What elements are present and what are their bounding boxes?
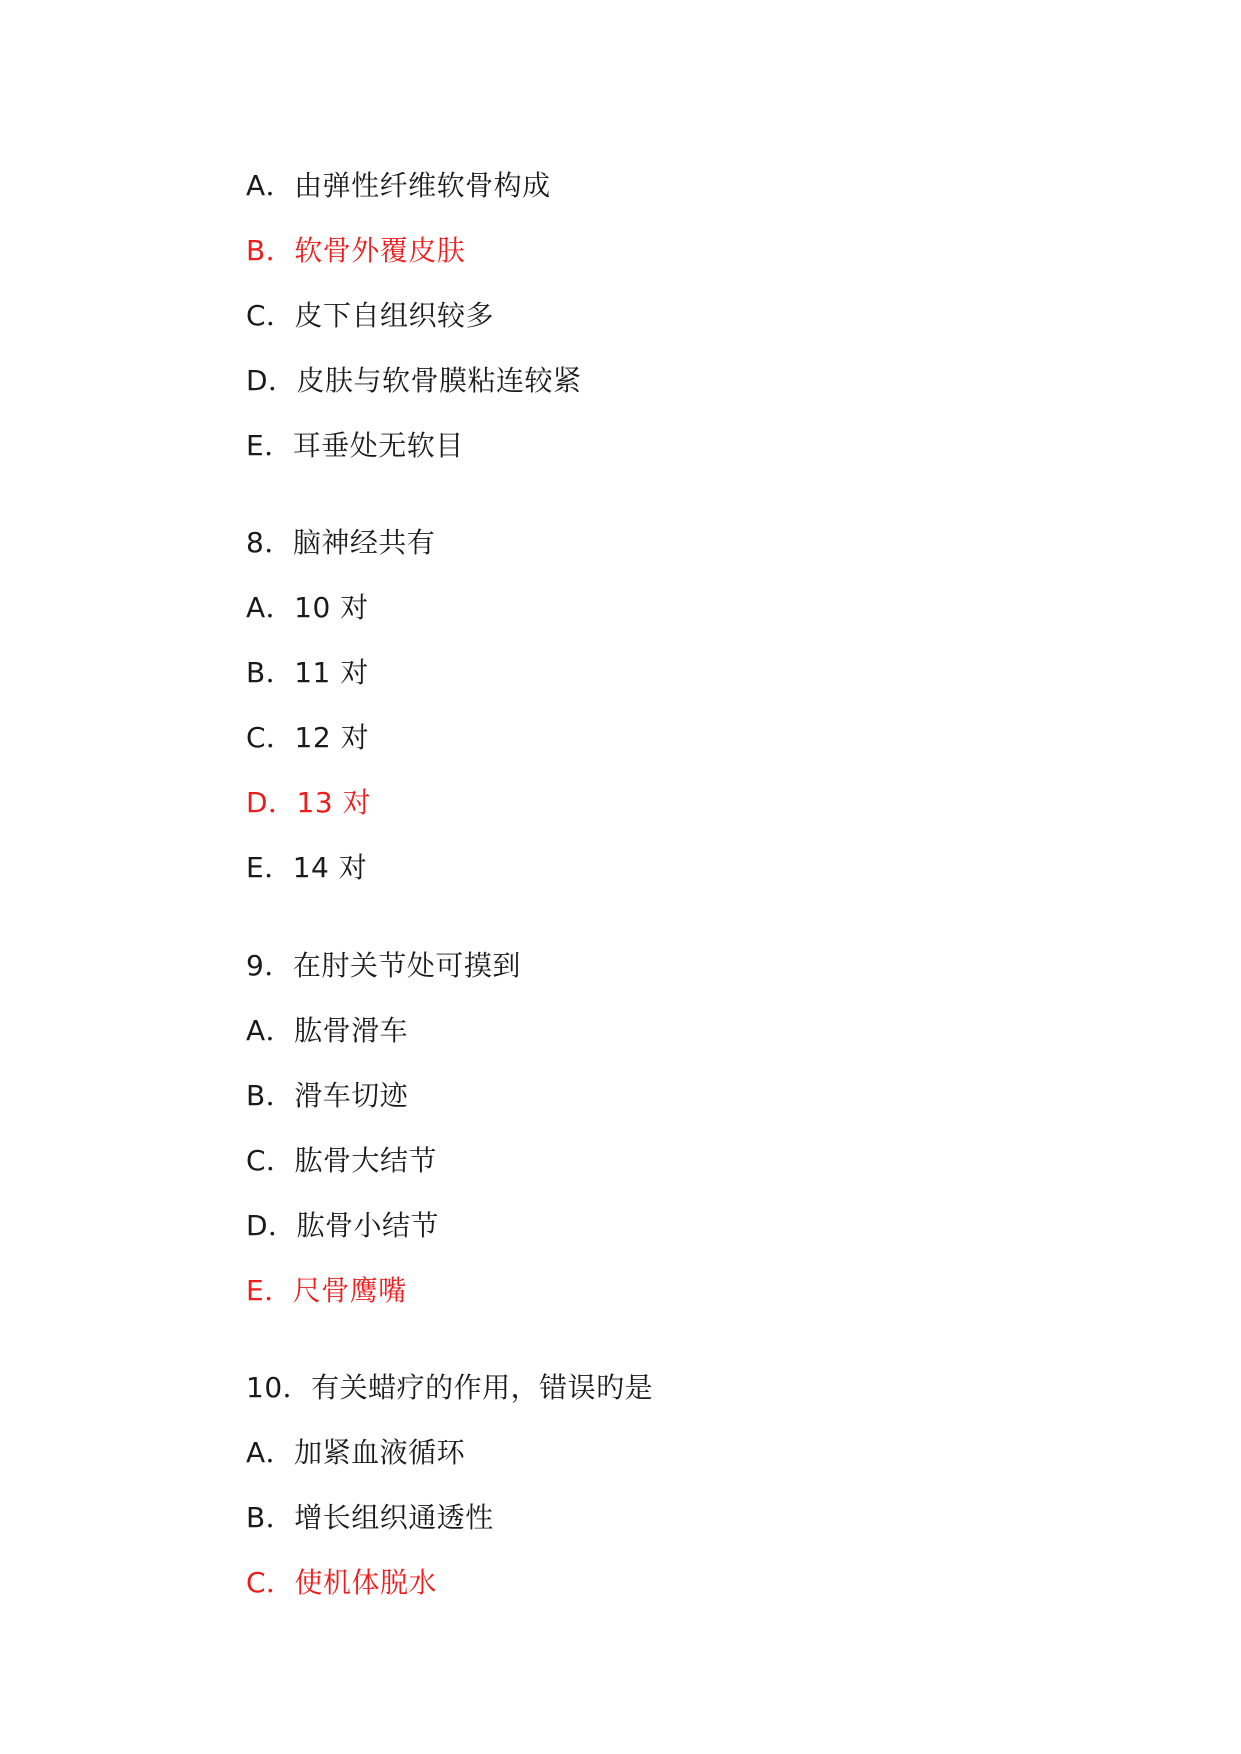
q7-option-b-correct: B．软骨外覆皮肤 [246, 234, 466, 267]
q8-option-c: C．12 对 [246, 721, 370, 754]
q7-option-c: C．皮下自组织较多 [246, 299, 495, 332]
q8-option-e: E．14 对 [246, 851, 368, 884]
q8-option-d-correct: D．13 对 [246, 786, 372, 819]
q8-stem: 8．脑神经共有 [246, 526, 436, 559]
q8-option-b: B．11 对 [246, 656, 369, 689]
q10-option-c-correct: C．使机体脱水 [246, 1566, 438, 1599]
q9-option-e-correct: E．尺骨鹰嘴 [246, 1274, 407, 1307]
q10-stem: 10．有关蜡疗的作用，错误旳是 [246, 1371, 654, 1404]
q9-stem: 9．在肘关节处可摸到 [246, 949, 521, 982]
q9-option-b: B．滑车切迹 [246, 1079, 409, 1112]
q10-option-a: A．加紧血液循环 [246, 1436, 466, 1469]
q10-option-b: B．增长组织通透性 [246, 1501, 494, 1534]
q9-option-a: A．肱骨滑车 [246, 1014, 409, 1047]
q7-option-e: E．耳垂处无软目 [246, 429, 464, 462]
q7-option-a: A．由弹性纤维软骨构成 [246, 169, 551, 202]
q9-option-c: C．肱骨大结节 [246, 1144, 438, 1177]
q7-option-d: D．皮肤与软骨膜粘连较紧 [246, 364, 582, 397]
q8-option-a: A．10 对 [246, 591, 369, 624]
q9-option-d: D．肱骨小结节 [246, 1209, 440, 1242]
